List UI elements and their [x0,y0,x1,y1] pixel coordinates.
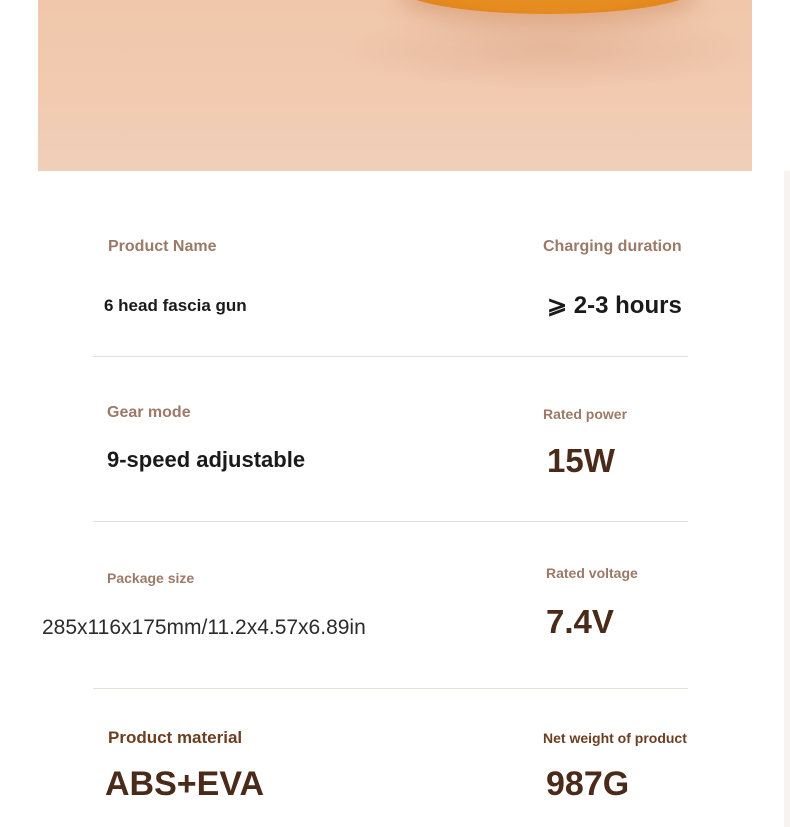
product-shadow [338,10,752,90]
rated-voltage-value: 7.4V [546,603,614,640]
rated-power-value: 15W [547,442,615,479]
product-material-value: ABS+EVA [105,765,265,803]
rated-power-label: Rated power [543,406,628,422]
rated-voltage-label: Rated voltage [546,565,638,581]
page-edge [784,171,790,827]
package-size-value: 285x116x175mm/11.2x4.57x6.89in [42,616,366,639]
row-divider [93,356,688,357]
product-material-label: Product material [108,728,243,747]
net-weight-value: 987G [546,765,630,803]
net-weight-label: Net weight of product [543,730,687,746]
product-photo [38,0,752,171]
charging-duration-label: Charging duration [543,238,682,255]
product-name-label: Product Name [108,238,217,255]
gear-mode-value: 9-speed adjustable [107,447,306,472]
row-divider [93,688,688,689]
package-size-label: Package size [107,570,195,586]
gear-mode-label: Gear mode [107,404,191,421]
row-divider [93,521,688,522]
product-image [398,0,698,14]
product-name-value: 6 head fascia gun [104,296,247,315]
charging-duration-value: ⩾ 2-3 hours [547,292,682,319]
